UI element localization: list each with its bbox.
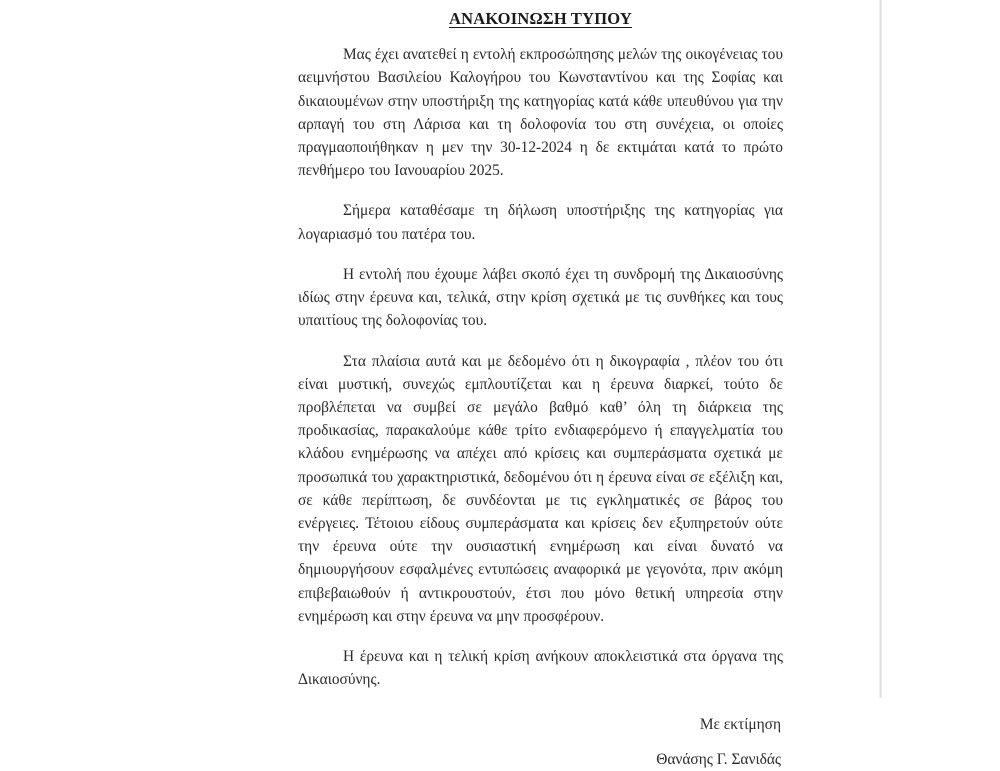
page-edge-divider: [879, 0, 882, 698]
signoff-regards: Με εκτίμηση: [699, 716, 781, 734]
paragraph-1: Μας έχει ανατεθεί η εντολή εκπροσώπησης μελών της οικογένειας του αειμνήστου Βασιλείου Καλογήρου του Κωνσταντίνου και της Σοφίας και δικαιουμένων στην υποστήριξη της κατηγορίας κατά κάθε υπευθύνου για την αρπαγή του στη Λάρισα και τη δολοφονία του στη συνέχεια, οι οποίες πραγμαοποιήθηκαν η μεν την 30-12-2024 η δε εκτιμάται κατά το πρώτο πενθήμερο του Ιανουαρίου 2025.: [298, 46, 783, 180]
paragraph-5: Η έρευνα και η τελική κρίση ανήκουν αποκλειστικά στα όργανα της Δικαιοσύνης.: [298, 647, 783, 689]
page-title: [298, 0, 783, 30]
signoff-name: Θανάσης Γ. Σανιδάς: [656, 750, 781, 768]
page-title-text: ΑΝΑΚΟΙΝΩΣΗ ΤΥΠΟΥ: [449, 9, 632, 28]
paragraph-4: Στα πλαίσια αυτά και με δεδομένο ότι η δικογραφία , πλέον του ότι είναι μυστική, συνεχώς εμπλουτίζεται και η έρευνα διαρκεί, τούτο δε προβλέπεται να συμβεί σε μεγάλο βαθμό καθ’ όλη τη διάρκεια της προδικασίας, παρακαλούμε κάθε τρίτο ενδιαφερόμενο ή επαγγελματία του κλάδου ενημέρωσης να απέχει από κρίσεις και συμπεράσματα σχετικά με προσωπικά του χαρακτηριστικά, δεδομένου ότι η έρευνα είναι σε εξέλιξη και, σε κάθε περίπτωση, δε συνδέονται με τις εγκληματικές σε βάρος του ενέργειες. Τέτοιου είδους συμπεράσματα και κρίσεις δεν εξυπηρετούν ούτε την έρευνα ούτε την ουσιαστική ενημέρωση και είναι δυνατό να δημιουργήσουν εσφαλμένες εντυπώσεις αναφορικά με γεγονότα, πριν ακόμη επιβεβαιωθούν ή αντικρουστούν, έτσι που μόνο θετική υπηρεσία στην ενημέρωση και στην έρευνα να μην προσφέρουν.: [298, 352, 783, 625]
document-text-column: [298, 0, 783, 771]
paragraph-2: Σήμερα καταθέσαμε τη δήλωση υποστήριξης της κατηγορίας για λογαριασμό του πατέρα του.: [298, 202, 783, 243]
paragraph-3: Η εντολή που έχουμε λάβει σκοπό έχει τη συνδρομή της Δικαιοσύνης ιδίως στην έρευνα και, τελικά, στην κρίση σχετικά με τις συνθήκες και τους υπαιτίους της δολοφονίας του.: [298, 265, 783, 330]
